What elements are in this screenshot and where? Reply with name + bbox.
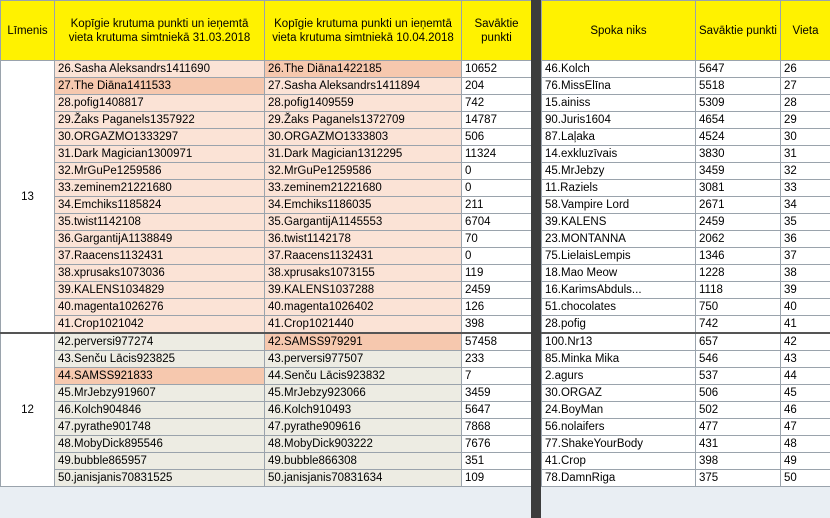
table-row xyxy=(542,299,830,316)
points-cell: 7868 xyxy=(462,419,532,436)
points-cell: 0 xyxy=(462,163,532,180)
points-cell: 1118 xyxy=(696,282,781,299)
points-cell: 6704 xyxy=(462,214,532,231)
curr-entry-cell: 45.MrJebzy923066 xyxy=(265,385,462,402)
nick-cell: 41.Crop xyxy=(542,453,696,470)
table-row xyxy=(1,351,532,368)
points-cell: 0 xyxy=(462,248,532,265)
prev-entry-cell: 28.pofig1408817 xyxy=(55,95,265,112)
header-place: Vieta xyxy=(781,1,830,61)
nick-cell: 39.KALENS xyxy=(542,214,696,231)
prev-entry-cell: 30.ORGAZMO1333297 xyxy=(55,129,265,146)
place-cell: 41 xyxy=(781,316,830,334)
prev-entry-cell: 45.MrJebzy919607 xyxy=(55,385,265,402)
points-cell: 1346 xyxy=(696,248,781,265)
nick-cell: 24.BoyMan xyxy=(542,402,696,419)
table-row xyxy=(542,419,830,436)
header-row xyxy=(542,1,830,61)
points-cell: 657 xyxy=(696,333,781,351)
nick-cell: 87.Laļaka xyxy=(542,129,696,146)
points-cell: 204 xyxy=(462,78,532,95)
points-cell: 742 xyxy=(696,316,781,334)
nick-cell: 30.ORGAZ xyxy=(542,385,696,402)
table-row xyxy=(542,197,830,214)
table-row xyxy=(542,248,830,265)
place-cell: 28 xyxy=(781,95,830,112)
header-prev-points: Kopīgie krutuma punkti un ieņemtā vieta krutuma simtniekā 31.03.2018 xyxy=(55,1,265,61)
table-row xyxy=(1,180,532,197)
points-cell: 750 xyxy=(696,299,781,316)
points-cell: 398 xyxy=(696,453,781,470)
table-row xyxy=(1,78,532,95)
nick-cell: 85.Minka Mika xyxy=(542,351,696,368)
nick-cell: 16.KarimsAbduls... xyxy=(542,282,696,299)
points-cell: 546 xyxy=(696,351,781,368)
table-row xyxy=(542,316,830,334)
curr-entry-cell: 30.ORGAZMO1333803 xyxy=(265,129,462,146)
table-row xyxy=(542,180,830,197)
table-row xyxy=(1,197,532,214)
table-row xyxy=(1,146,532,163)
curr-entry-cell: 39.KALENS1037288 xyxy=(265,282,462,299)
points-cell: 502 xyxy=(696,402,781,419)
nick-cell: 58.Vampire Lord xyxy=(542,197,696,214)
level-cell: 13 xyxy=(1,61,55,334)
table-row xyxy=(542,351,830,368)
place-cell: 42 xyxy=(781,333,830,351)
nick-cell: 23.MONTANNA xyxy=(542,231,696,248)
table-row xyxy=(1,385,532,402)
points-cell: 57458 xyxy=(462,333,532,351)
place-cell: 32 xyxy=(781,163,830,180)
place-cell: 31 xyxy=(781,146,830,163)
points-cell: 5647 xyxy=(696,61,781,78)
table-row xyxy=(542,333,830,351)
prev-entry-cell: 31.Dark Magician1300971 xyxy=(55,146,265,163)
place-cell: 35 xyxy=(781,214,830,231)
table-row xyxy=(542,385,830,402)
table-separator xyxy=(531,0,541,518)
points-cell: 2459 xyxy=(696,214,781,231)
level-cell: 12 xyxy=(1,333,55,487)
curr-entry-cell: 48.MobyDick903222 xyxy=(265,436,462,453)
nick-cell: 46.Kolch xyxy=(542,61,696,78)
points-cell: 506 xyxy=(462,129,532,146)
curr-entry-cell: 40.magenta1026402 xyxy=(265,299,462,316)
place-cell: 37 xyxy=(781,248,830,265)
header-row xyxy=(1,1,532,61)
table-row xyxy=(542,265,830,282)
points-cell: 537 xyxy=(696,368,781,385)
nick-cell: 76.MissElīna xyxy=(542,78,696,95)
points-cell: 375 xyxy=(696,470,781,487)
nick-cell: 51.chocolates xyxy=(542,299,696,316)
prev-entry-cell: 33.zeminem21221680 xyxy=(55,180,265,197)
table-row xyxy=(542,214,830,231)
table-row xyxy=(1,453,532,470)
table-row xyxy=(1,316,532,334)
points-cell: 126 xyxy=(462,299,532,316)
nick-cell: 45.MrJebzy xyxy=(542,163,696,180)
curr-entry-cell: 47.pyrathe909616 xyxy=(265,419,462,436)
curr-entry-cell: 27.Sasha Aleksandrs1411894 xyxy=(265,78,462,95)
curr-entry-cell: 50.janisjanis70831634 xyxy=(265,470,462,487)
curr-entry-cell: 42.SAMSS979291 xyxy=(265,333,462,351)
prev-entry-cell: 27.The Diāna1411533 xyxy=(55,78,265,95)
place-cell: 29 xyxy=(781,112,830,129)
points-cell: 70 xyxy=(462,231,532,248)
curr-entry-cell: 46.Kolch910493 xyxy=(265,402,462,419)
points-cell: 11324 xyxy=(462,146,532,163)
nick-cell: 11.Raziels xyxy=(542,180,696,197)
ranking-table xyxy=(541,0,830,487)
place-cell: 50 xyxy=(781,470,830,487)
points-cell: 10652 xyxy=(462,61,532,78)
prev-entry-cell: 38.xprusaks1073036 xyxy=(55,265,265,282)
place-cell: 39 xyxy=(781,282,830,299)
table-row xyxy=(1,95,532,112)
points-cell: 477 xyxy=(696,419,781,436)
points-cell: 4654 xyxy=(696,112,781,129)
points-cell: 7 xyxy=(462,368,532,385)
points-cell: 2062 xyxy=(696,231,781,248)
table-row xyxy=(1,402,532,419)
nick-cell: 77.ShakeYourBody xyxy=(542,436,696,453)
table-row xyxy=(1,248,532,265)
curr-entry-cell: 35.GargantijA1145553 xyxy=(265,214,462,231)
points-cell: 431 xyxy=(696,436,781,453)
header-level: Līmenis xyxy=(1,1,55,61)
prev-entry-cell: 49.bubble865957 xyxy=(55,453,265,470)
header-curr-points: Kopīgie krutuma punkti un ieņemtā vieta krutuma simtniekā 10.04.2018 xyxy=(265,1,462,61)
points-cell: 7676 xyxy=(462,436,532,453)
place-cell: 40 xyxy=(781,299,830,316)
curr-entry-cell: 41.Crop1021440 xyxy=(265,316,462,334)
points-cell: 4524 xyxy=(696,129,781,146)
curr-entry-cell: 31.Dark Magician1312295 xyxy=(265,146,462,163)
prev-entry-cell: 42.perversi977274 xyxy=(55,333,265,351)
table-row xyxy=(1,368,532,385)
table-row xyxy=(542,282,830,299)
curr-entry-cell: 43.perversi977507 xyxy=(265,351,462,368)
prev-entry-cell: 43.Senču Lācis923825 xyxy=(55,351,265,368)
place-cell: 46 xyxy=(781,402,830,419)
curr-entry-cell: 38.xprusaks1073155 xyxy=(265,265,462,282)
prev-entry-cell: 40.magenta1026276 xyxy=(55,299,265,316)
table-row xyxy=(542,231,830,248)
place-cell: 26 xyxy=(781,61,830,78)
place-cell: 44 xyxy=(781,368,830,385)
table-row xyxy=(1,214,532,231)
nick-cell: 90.Juris1604 xyxy=(542,112,696,129)
table-row xyxy=(542,402,830,419)
curr-entry-cell: 34.Emchiks1186035 xyxy=(265,197,462,214)
curr-entry-cell: 36.twist1142178 xyxy=(265,231,462,248)
nick-cell: 18.Mao Meow xyxy=(542,265,696,282)
table-row xyxy=(1,112,532,129)
points-cell: 119 xyxy=(462,265,532,282)
prev-entry-cell: 35.twist1142108 xyxy=(55,214,265,231)
nick-cell: 78.DamnRiga xyxy=(542,470,696,487)
table-row xyxy=(542,453,830,470)
curr-entry-cell: 32.MrGuPe1259586 xyxy=(265,163,462,180)
prev-entry-cell: 29.Žaks Paganels1357922 xyxy=(55,112,265,129)
header-nick: Spoka niks xyxy=(542,1,696,61)
points-cell: 398 xyxy=(462,316,532,334)
table-row xyxy=(1,299,532,316)
points-cell: 2671 xyxy=(696,197,781,214)
place-cell: 47 xyxy=(781,419,830,436)
prev-entry-cell: 50.janisjanis70831525 xyxy=(55,470,265,487)
prev-entry-cell: 34.Emchiks1185824 xyxy=(55,197,265,214)
prev-entry-cell: 32.MrGuPe1259586 xyxy=(55,163,265,180)
table-row xyxy=(1,282,532,299)
table-row xyxy=(1,470,532,487)
prev-entry-cell: 44.SAMSS921833 xyxy=(55,368,265,385)
table-row xyxy=(1,129,532,146)
points-cell: 506 xyxy=(696,385,781,402)
table-row xyxy=(542,95,830,112)
curr-entry-cell: 49.bubble866308 xyxy=(265,453,462,470)
nick-cell: 15.ainiss xyxy=(542,95,696,112)
points-cell: 233 xyxy=(462,351,532,368)
points-cell: 5647 xyxy=(462,402,532,419)
points-cell: 1228 xyxy=(696,265,781,282)
nick-cell: 75.LielaisLempis xyxy=(542,248,696,265)
table-row xyxy=(542,61,830,78)
points-cell: 5309 xyxy=(696,95,781,112)
nick-cell: 2.agurs xyxy=(542,368,696,385)
table-row xyxy=(1,163,532,180)
table-row xyxy=(542,436,830,453)
points-cell: 5518 xyxy=(696,78,781,95)
nick-cell: 14.exkluzīvais xyxy=(542,146,696,163)
place-cell: 48 xyxy=(781,436,830,453)
place-cell: 49 xyxy=(781,453,830,470)
curr-entry-cell: 28.pofig1409559 xyxy=(265,95,462,112)
table-row xyxy=(1,231,532,248)
nick-cell: 100.Nr13 xyxy=(542,333,696,351)
prev-entry-cell: 46.Kolch904846 xyxy=(55,402,265,419)
table-row xyxy=(1,61,532,78)
points-cell: 109 xyxy=(462,470,532,487)
points-cell: 3830 xyxy=(696,146,781,163)
prev-entry-cell: 26.Sasha Aleksandrs1411690 xyxy=(55,61,265,78)
table-row xyxy=(542,163,830,180)
prev-entry-cell: 47.pyrathe901748 xyxy=(55,419,265,436)
curr-entry-cell: 33.zeminem21221680 xyxy=(265,180,462,197)
place-cell: 33 xyxy=(781,180,830,197)
table-row xyxy=(1,333,532,351)
points-cell: 742 xyxy=(462,95,532,112)
table-row xyxy=(542,78,830,95)
prev-entry-cell: 36.GargantijA1138849 xyxy=(55,231,265,248)
points-cell: 14787 xyxy=(462,112,532,129)
table-row xyxy=(1,419,532,436)
points-cell: 3459 xyxy=(462,385,532,402)
points-cell: 0 xyxy=(462,180,532,197)
place-cell: 38 xyxy=(781,265,830,282)
place-cell: 30 xyxy=(781,129,830,146)
table-row xyxy=(542,470,830,487)
curr-entry-cell: 29.Žaks Paganels1372709 xyxy=(265,112,462,129)
points-cell: 2459 xyxy=(462,282,532,299)
place-cell: 34 xyxy=(781,197,830,214)
header-collected-points: Savāktie punkti xyxy=(462,1,532,61)
curr-entry-cell: 37.Raacens1132431 xyxy=(265,248,462,265)
nick-cell: 28.pofig xyxy=(542,316,696,334)
points-cell: 351 xyxy=(462,453,532,470)
table-row xyxy=(542,368,830,385)
header-collected-points-2: Savāktie punkti xyxy=(696,1,781,61)
points-cell: 3459 xyxy=(696,163,781,180)
points-cell: 3081 xyxy=(696,180,781,197)
prev-entry-cell: 48.MobyDick895546 xyxy=(55,436,265,453)
table-row xyxy=(542,129,830,146)
points-cell: 211 xyxy=(462,197,532,214)
curr-entry-cell: 44.Senču Lācis923832 xyxy=(265,368,462,385)
table-row xyxy=(1,265,532,282)
prev-entry-cell: 37.Raacens1132431 xyxy=(55,248,265,265)
table-row xyxy=(542,112,830,129)
table-row xyxy=(1,436,532,453)
place-cell: 43 xyxy=(781,351,830,368)
place-cell: 36 xyxy=(781,231,830,248)
curr-entry-cell: 26.The Diāna1422185 xyxy=(265,61,462,78)
prev-entry-cell: 39.KALENS1034829 xyxy=(55,282,265,299)
prev-entry-cell: 41.Crop1021042 xyxy=(55,316,265,334)
nick-cell: 56.nolaifers xyxy=(542,419,696,436)
place-cell: 45 xyxy=(781,385,830,402)
table-row xyxy=(542,146,830,163)
place-cell: 27 xyxy=(781,78,830,95)
